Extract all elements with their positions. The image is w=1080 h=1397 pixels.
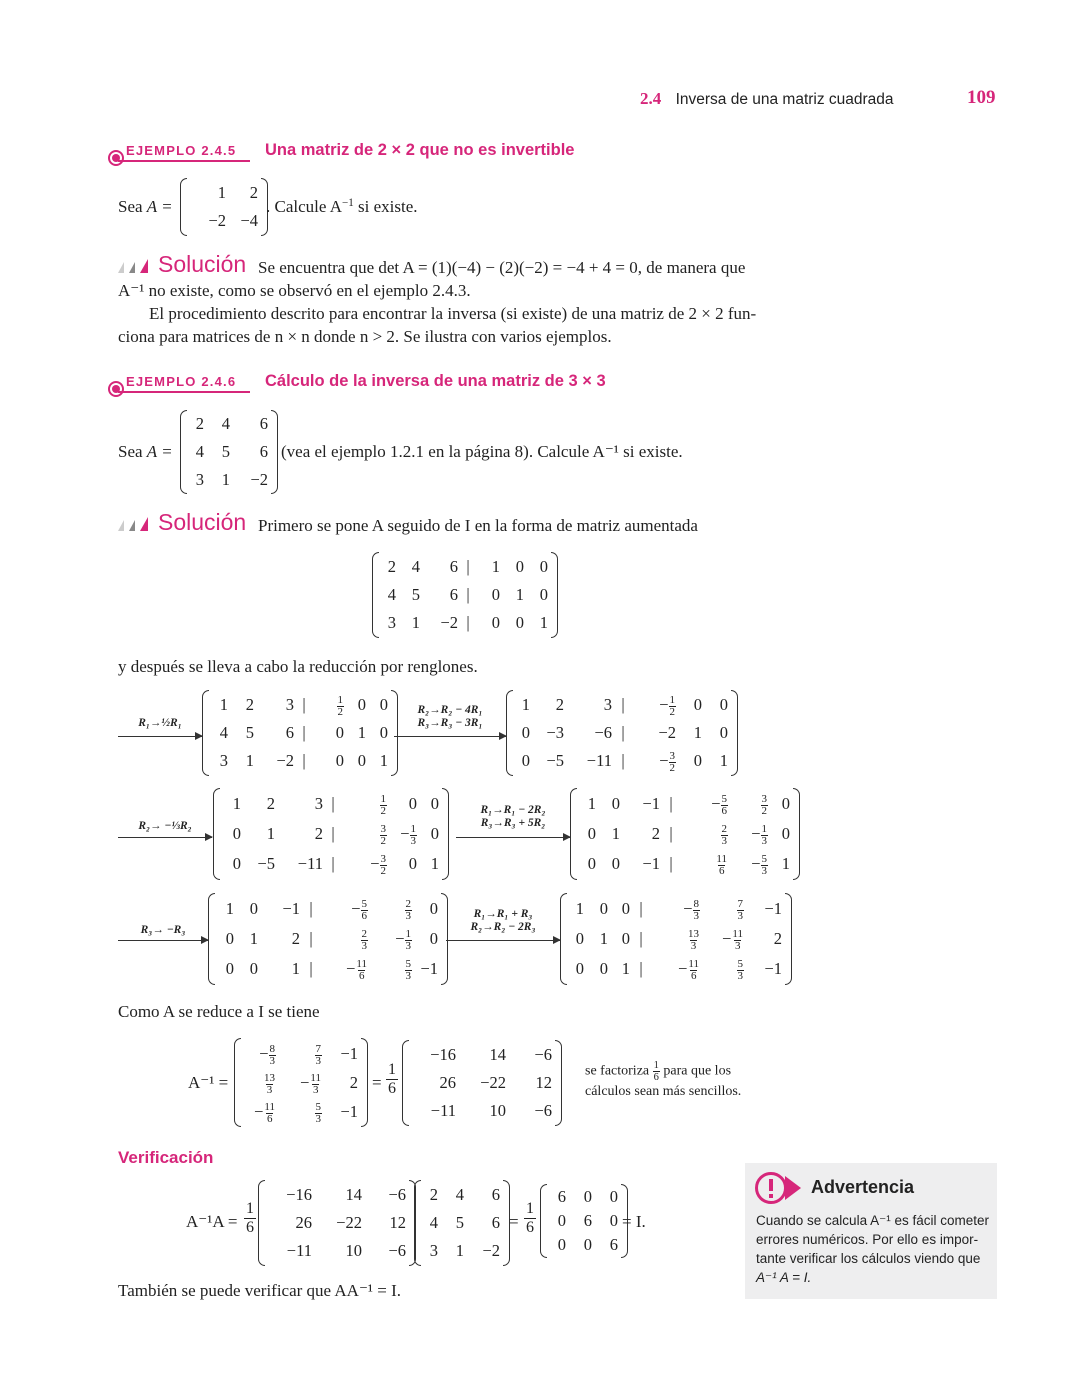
matrix-cell: $\frac{7}{3}$: [737, 897, 743, 922]
warning-line: A⁻¹ A = I.: [756, 1270, 812, 1285]
matrix-cell: 2: [266, 794, 275, 813]
matrix-cell: $\frac{13}{3}$: [264, 1071, 275, 1096]
cell: 1: [221, 470, 230, 489]
matrix-cell: $\frac{2}{3}$: [361, 927, 367, 952]
numerator: 1: [388, 1061, 396, 1078]
cell: −2: [440, 613, 458, 632]
matrix-cell: 2: [291, 929, 300, 948]
matrix-cell: 0: [781, 794, 790, 813]
matrix-cell: $\frac{3}{2}$: [761, 792, 767, 817]
cell: 0: [515, 557, 524, 576]
cell: 0: [491, 613, 500, 632]
verif-matrix-3: [540, 1184, 628, 1258]
matrix-cell: − $\frac{1}{3}$: [751, 822, 767, 847]
row-operation-arrow: [456, 837, 570, 838]
sol1-line1: Se encuentra que det A = (1)(−4) − (2)(−2) = −4 + 4 = 0, de manera que: [258, 258, 746, 277]
matrix-cell: 2: [429, 1185, 438, 1204]
matrix-cell: 0: [557, 1235, 566, 1254]
A-inverse-label: A⁻¹ =: [188, 1073, 229, 1092]
matrix-cell: 0: [379, 723, 388, 742]
cell: 0: [515, 613, 524, 632]
matrix-cell: |: [669, 854, 673, 873]
matrix-cell: −11: [586, 751, 612, 770]
matrix-cell: 14: [345, 1185, 362, 1204]
matrix-cell: 5: [245, 723, 254, 742]
matrix-cell: |: [309, 899, 313, 918]
matrix-cell: 0: [557, 1211, 566, 1230]
verification-heading: Verificación: [118, 1148, 214, 1167]
matrix-cell: |: [669, 824, 673, 843]
cell: |: [466, 557, 470, 576]
matrix-cell: 12: [389, 1213, 406, 1232]
matrix-cell: $\frac{5}{3}$: [405, 957, 411, 982]
solution-marker-icon: [140, 259, 148, 273]
warning-box: [745, 1163, 997, 1299]
matrix-cell: 0: [611, 794, 620, 813]
cell: 1: [491, 557, 500, 576]
matrix-cell: −22: [480, 1073, 506, 1092]
matrix-cell: − $\frac{5}{6}$: [711, 792, 727, 817]
matrix-cell: −22: [336, 1213, 362, 1232]
matrix-cell: −1: [764, 959, 782, 978]
matrix-cell: 0: [583, 1187, 592, 1206]
cell: 0: [491, 585, 500, 604]
matrix-cell: 1: [575, 899, 584, 918]
verif-final: También se puede verificar que AA⁻¹ = I.: [118, 1281, 402, 1300]
matrix-cell: 0: [621, 929, 630, 948]
matrix-cell: 1: [379, 751, 388, 770]
matrix-cell: 0: [621, 899, 630, 918]
sea-text: Sea: [118, 197, 147, 216]
verif-factor: [244, 1200, 256, 1237]
denominator: 6: [526, 1219, 534, 1236]
matrix-cell: |: [331, 854, 335, 873]
matrix-cell: 0: [599, 959, 608, 978]
cell: 3: [387, 613, 396, 632]
matrix-cell: 1: [266, 824, 275, 843]
matrix-cell: 10: [489, 1101, 506, 1120]
matrix-cell: 14: [489, 1045, 506, 1064]
cell: 0: [539, 557, 548, 576]
matrix-cell: |: [639, 899, 643, 918]
matrix-cell: 1: [455, 1241, 464, 1260]
matrix: [213, 788, 449, 880]
matrix-cell: $\frac{11}{6}$: [716, 852, 727, 877]
ex2-statement-prefix: [118, 442, 173, 462]
matrix-cell: |: [639, 929, 643, 948]
matrix-cell: 3: [603, 695, 612, 714]
cell: 6: [449, 557, 458, 576]
text: −1: [342, 196, 354, 209]
cell: 6: [259, 414, 268, 433]
sol1-line4: ciona para matrices de n × n donde n > 2. Se ilustra con varios ejemplos.: [118, 327, 612, 346]
matrix-cell: 0: [575, 929, 584, 948]
numerator: 1: [526, 1200, 534, 1217]
matrix-cell: − $\frac{3}{2}$: [370, 852, 386, 877]
matrix-cell: $\frac{2}{3}$: [405, 897, 411, 922]
text: Sea: [118, 442, 147, 461]
matrix: [208, 893, 448, 985]
matrix-cell: 5: [455, 1213, 464, 1232]
cell: 1: [411, 613, 420, 632]
matrix-cell: −5: [257, 854, 275, 873]
matrix: [560, 893, 792, 985]
matrix-cell: 2: [651, 824, 660, 843]
matrix-cell: 0: [335, 751, 344, 770]
note-text: para que los: [663, 1063, 732, 1079]
A-equals: A =: [146, 197, 173, 216]
matrix-cell: 2: [349, 1073, 358, 1092]
matrix-cell: −1: [340, 1102, 358, 1121]
verif-factor-2: [524, 1200, 536, 1237]
matrix-cell: 1: [225, 899, 234, 918]
row-operation-label: R₁→½R₁: [138, 717, 182, 729]
matrix-cell: − $\frac{5}{3}$: [751, 852, 767, 877]
matrix-cell: 3: [429, 1241, 438, 1260]
matrix-cell: 0: [408, 854, 417, 873]
ex2-statement-suffix: (vea el ejemplo 1.2.1 en la página 8). Calcule A⁻¹ si existe.: [281, 442, 683, 461]
matrix-cell: 0: [430, 824, 439, 843]
example-underline: [118, 160, 250, 162]
matrix-cell: −6: [594, 723, 612, 742]
numerator: 1: [246, 1200, 254, 1217]
matrix-cell: |: [621, 751, 625, 770]
augmented-matrix: [372, 552, 558, 638]
matrix-cell: 6: [491, 1185, 500, 1204]
matrix-cell: $\frac{13}{3}$: [688, 927, 699, 952]
matrix-cell: 4: [219, 723, 228, 742]
verif-lhs: A⁻¹A =: [186, 1212, 238, 1231]
matrix-cell: 3: [314, 794, 323, 813]
example-underline: [118, 391, 250, 393]
row-operation-label: R₂→ −⅓R₂: [138, 820, 192, 832]
result-intro: Como A se reduce a I se tiene: [118, 1002, 320, 1021]
matrix-cell: 1: [587, 794, 596, 813]
sol2-line2: y después se lleva a cabo la reducción por renglones.: [118, 657, 478, 676]
matrix-cell: 0: [521, 751, 530, 770]
matrix-cell: −2: [482, 1241, 500, 1260]
matrix-cell: 6: [491, 1213, 500, 1232]
sol2-line1: Primero se pone A seguido de I en la forma de matriz aumentada: [258, 516, 698, 535]
matrix-cell: |: [669, 794, 673, 813]
cell: 2: [249, 183, 258, 202]
matrix-cell: 0: [429, 899, 438, 918]
ex1-statement-suffix: [266, 197, 418, 217]
matrix-cell: 0: [249, 899, 258, 918]
example-label: EJEMPLO 2.4.5: [126, 143, 237, 158]
matrix-cell: − $\frac{11}{6}$: [678, 957, 699, 982]
cell: 5: [221, 442, 230, 461]
matrix-cell: 0: [335, 723, 344, 742]
matrix-cell: $\frac{5}{3}$: [315, 1100, 321, 1125]
matrix-cell: 1: [599, 929, 608, 948]
matrix-cell: 0: [719, 723, 728, 742]
matrix-cell: 4: [455, 1185, 464, 1204]
matrix-cell: −5: [546, 751, 564, 770]
matrix-cell: |: [302, 695, 306, 714]
matrix-cell: 0: [232, 824, 241, 843]
matrix-cell: −6: [388, 1185, 406, 1204]
matrix-cell: 6: [609, 1235, 618, 1254]
note-fraction: $\frac{1}{6}$: [653, 1060, 659, 1083]
matrix-cell: 0: [408, 794, 417, 813]
matrix-cell: 0: [781, 824, 790, 843]
matrix-cell: 26: [295, 1213, 312, 1232]
matrix-cell: |: [621, 695, 625, 714]
matrix-cell: 1: [781, 854, 790, 873]
matrix-cell: 1: [245, 751, 254, 770]
matrix-cell: $\frac{3}{2}$: [380, 822, 386, 847]
matrix-cell: 0: [693, 751, 702, 770]
matrix-cell: −2: [658, 723, 676, 742]
warning-icon: [754, 1170, 804, 1206]
matrix-cell: 0: [575, 959, 584, 978]
matrix-cell: 0: [611, 854, 620, 873]
matrix-cell: 3: [219, 751, 228, 770]
example-bullet-icon: [108, 150, 124, 166]
matrix-cell: 1: [219, 695, 228, 714]
cell: 6: [449, 585, 458, 604]
matrix-cell: 0: [521, 723, 530, 742]
solution-marker-icon: [129, 262, 135, 273]
matrix-cell: 0: [587, 824, 596, 843]
cell: 1: [539, 613, 548, 632]
matrix-cell: −11: [430, 1101, 456, 1120]
solution-marker-icon: [118, 520, 124, 531]
matrix-cell: 2: [555, 695, 564, 714]
matrix-cell: 1: [693, 723, 702, 742]
cell: −4: [240, 211, 258, 230]
solution-label: Solución: [158, 251, 247, 277]
matrix-cell: 0: [357, 751, 366, 770]
section-title: Inversa de una matriz cuadrada: [675, 91, 894, 108]
cell: 3: [195, 470, 204, 489]
equals-sign: =: [372, 1073, 382, 1092]
matrix: [570, 788, 800, 880]
matrix-cell: 0: [357, 695, 366, 714]
cell: 6: [259, 442, 268, 461]
sol1-line2: A⁻¹ no existe, como se observó en el ejemplo 2.4.3.: [118, 281, 471, 300]
matrix-cell: 6: [583, 1211, 592, 1230]
matrix-cell: −11: [286, 1241, 312, 1260]
matrix-cell: −1: [420, 959, 438, 978]
matrix-cell: $\frac{7}{3}$: [315, 1042, 321, 1067]
verif-matrix-2: [414, 1180, 510, 1266]
matrix-cell: −11: [297, 854, 323, 873]
row-operation-arrow: [394, 736, 506, 737]
row-operation-label: R₂→R₂ − 4R₁ R₃→R₃ − 3R₁: [417, 704, 483, 729]
matrix-cell: 4: [429, 1213, 438, 1232]
note-text: se factoriza: [585, 1063, 650, 1079]
row-operation-arrow: [118, 837, 212, 838]
warning-line: errores numéricos. Por ello es impor-: [756, 1232, 979, 1247]
matrix-cell: 2: [773, 929, 782, 948]
matrix-cell: 0: [693, 695, 702, 714]
warning-title: Advertencia: [811, 1177, 915, 1197]
matrix-cell: − $\frac{8}{3}$: [683, 897, 699, 922]
matrix-cell: − $\frac{8}{3}$: [259, 1042, 275, 1067]
cell: 4: [221, 414, 230, 433]
matrix-cell: |: [639, 959, 643, 978]
matrix-cell: −3: [546, 723, 564, 742]
row-operation-label: R₃→ −R₃: [140, 924, 186, 936]
running-header: [640, 89, 894, 109]
matrix-cell: − $\frac{5}{6}$: [351, 897, 367, 922]
matrix-cell: |: [331, 824, 335, 843]
solution-marker-icon: [129, 520, 135, 531]
matrix-cell: 2: [314, 824, 323, 843]
matrix-cell: − $\frac{1}{3}$: [400, 822, 416, 847]
cell: −2: [250, 470, 268, 489]
matrix-cell: $\frac{5}{3}$: [737, 957, 743, 982]
cell: 4: [387, 585, 396, 604]
example-title: Cálculo de la inversa de una matriz de 3 × 3: [265, 372, 606, 390]
matrix-cell: 0: [609, 1211, 618, 1230]
matrix-cell: 1: [621, 959, 630, 978]
cell: 1: [515, 585, 524, 604]
matrix-cell: 1: [291, 959, 300, 978]
row-operation-arrow: [446, 940, 560, 941]
matrix-cell: 1: [521, 695, 530, 714]
row-operation-arrow: [118, 940, 208, 941]
factor-note: [585, 1060, 731, 1083]
matrix-2x2: [180, 178, 268, 236]
matrix-cell: 0: [225, 959, 234, 978]
cell: 2: [195, 414, 204, 433]
verif-end: = I.: [622, 1212, 646, 1231]
matrix-cell: 1: [611, 824, 620, 843]
denominator: 6: [388, 1080, 396, 1097]
solution-marker-icon: [118, 262, 124, 273]
matrix-cell: 12: [535, 1073, 552, 1092]
matrix-cell: |: [302, 751, 306, 770]
example-label: EJEMPLO 2.4.6: [126, 374, 237, 389]
matrix-cell: − $\frac{11}{6}$: [254, 1100, 275, 1125]
warning-line: Cuando se calcula A⁻¹ es fácil cometer: [756, 1213, 989, 1228]
matrix-cell: −6: [534, 1045, 552, 1064]
cell: |: [466, 585, 470, 604]
example-bullet-icon: [108, 381, 124, 397]
matrix-cell: $\frac{2}{3}$: [721, 822, 727, 847]
matrix: [202, 690, 398, 776]
matrix-cell: −6: [388, 1241, 406, 1260]
matrix-cell: 0: [587, 854, 596, 873]
matrix-cell: 0: [430, 794, 439, 813]
page-number: 109: [967, 87, 996, 108]
matrix-cell: 6: [285, 723, 294, 742]
cell: 5: [411, 585, 420, 604]
cell: 2: [387, 557, 396, 576]
matrix: [506, 690, 738, 776]
inverse-matrix-fractions: [234, 1038, 368, 1127]
matrix-cell: −16: [286, 1185, 312, 1204]
matrix-cell: −16: [430, 1045, 456, 1064]
solution-marker-icon: [140, 517, 148, 531]
matrix-cell: 0: [379, 695, 388, 714]
matrix-cell: 0: [429, 929, 438, 948]
matrix-cell: −1: [282, 899, 300, 918]
matrix-cell: −2: [276, 751, 294, 770]
matrix-cell: 10: [345, 1241, 362, 1260]
text: . Calcule A: [266, 197, 343, 216]
sol1-line3: El procedimiento descrito para encontrar la inversa (si existe) de una matriz de 2 × 2 fun-: [149, 304, 757, 323]
cell: 4: [411, 557, 420, 576]
matrix-cell: −1: [642, 854, 660, 873]
matrix-cell: 1: [430, 854, 439, 873]
matrix-cell: |: [621, 723, 625, 742]
matrix-cell: $\frac{1}{2}$: [337, 693, 343, 718]
text: A =: [146, 442, 173, 461]
inverse-matrix-integers: [402, 1040, 562, 1126]
verif-equals: =: [509, 1212, 519, 1231]
ex1-statement-prefix: [118, 197, 173, 217]
matrix-cell: |: [331, 794, 335, 813]
solution-label: Solución: [158, 509, 247, 535]
verif-matrix-1: [258, 1180, 416, 1266]
matrix-cell: −1: [340, 1044, 358, 1063]
matrix-cell: 6: [557, 1187, 566, 1206]
matrix-cell: − $\frac{3}{2}$: [659, 749, 675, 774]
cell: |: [466, 613, 470, 632]
factor-one-sixth: [386, 1061, 398, 1098]
matrix-cell: − $\frac{11}{6}$: [346, 957, 367, 982]
matrix-cell: 0: [719, 695, 728, 714]
denominator: 6: [246, 1219, 254, 1236]
matrix-cell: − $\frac{1}{2}$: [659, 693, 675, 718]
matrix-cell: 2: [245, 695, 254, 714]
cell: 4: [195, 442, 204, 461]
cell: 0: [539, 585, 548, 604]
example-title: Una matriz de 2 × 2 que no es invertible: [265, 141, 575, 159]
matrix-cell: 1: [249, 929, 258, 948]
matrix-cell: 0: [599, 899, 608, 918]
row-operation-label: R₁→R₁ + R₃ R₂→R₂ − 2R₃: [470, 908, 536, 933]
matrix-cell: $\frac{1}{2}$: [380, 792, 386, 817]
matrix-cell: |: [309, 929, 313, 948]
matrix-cell: 26: [439, 1073, 456, 1092]
matrix-cell: −1: [764, 899, 782, 918]
row-operation-label: R₁→R₁ − 2R₂ R₃→R₃ + 5R₂: [480, 804, 546, 829]
matrix-cell: 1: [357, 723, 366, 742]
matrix-cell: −6: [534, 1101, 552, 1120]
row-operation-arrow: [118, 736, 202, 737]
matrix-cell: −1: [642, 794, 660, 813]
warning-line: tante verificar los cálculos viendo que: [756, 1251, 981, 1266]
matrix-cell: 0: [583, 1235, 592, 1254]
cell: 1: [217, 183, 226, 202]
matrix-cell: − $\frac{1}{3}$: [395, 927, 411, 952]
matrix-cell: 0: [225, 929, 234, 948]
matrix-cell: 3: [285, 695, 294, 714]
matrix-cell: |: [309, 959, 313, 978]
matrix-3x3: [180, 410, 278, 494]
text: si existe.: [353, 197, 418, 216]
cell: −2: [208, 211, 226, 230]
matrix-cell: − $\frac{11}{3}$: [300, 1071, 321, 1096]
factor-note-line2: cálculos sean más sencillos.: [585, 1084, 742, 1099]
matrix-cell: 1: [232, 794, 241, 813]
section-number: 2.4: [640, 89, 662, 108]
matrix-cell: |: [302, 723, 306, 742]
matrix-cell: − $\frac{11}{3}$: [722, 927, 743, 952]
matrix-cell: 0: [249, 959, 258, 978]
matrix-cell: 0: [609, 1187, 618, 1206]
matrix-cell: 0: [232, 854, 241, 873]
matrix-cell: 1: [719, 751, 728, 770]
